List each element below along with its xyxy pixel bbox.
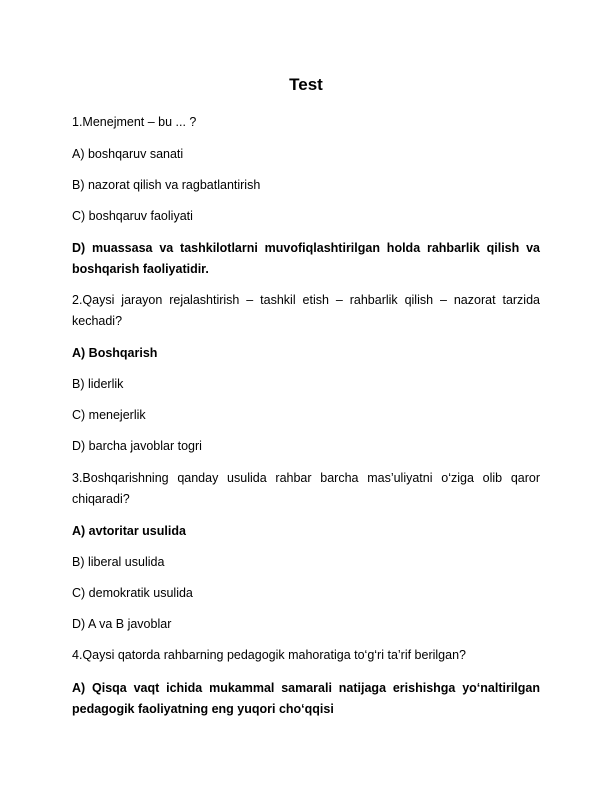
question-3-option-a-answer: A) avtoritar usulida [72,524,186,538]
question-2-option-d: D) barcha javoblar togri [72,439,202,453]
question-2: 2.Qaysi jarayon rejalashtirish – tashkil etish – rahbarlik qilish – nazorat tarzida kechadi? [72,293,540,328]
question-3-option-c: C) demokratik usulida [72,586,193,600]
question-3: 3.Boshqarishning qanday usulida rahbar barcha mas’uliyatni o‘ziga olib qaror chiqaradi? [72,471,540,506]
question-1: 1.Menejment – bu ... ? [72,115,197,129]
question-1-option-a: A) boshqaruv sanati [72,147,184,161]
question-4-option-a-answer: A) Qisqa vaqt ichida mukammal samarali natijaga erishishga yo‘naltirilgan pedagogik faoliyatning eng yuqori cho‘qqisi [72,681,540,716]
question-2-option-b: B) liderlik [72,377,124,391]
question-4: 4.Qaysi qatorda rahbarning pedagogik mahoratiga to‘g‘ri ta’rif berilgan? [72,648,466,662]
question-3-option-b: B) liberal usulida [72,555,165,569]
question-1-option-c: C) boshqaruv faoliyati [72,209,193,223]
document-title: Test [289,75,323,94]
question-3-option-d: D) A va B javoblar [72,617,172,631]
question-2-option-a-answer: A) Boshqarish [72,346,158,360]
question-1-option-d-answer: D) muassasa va tashkilotlarni muvofiqlashtirilgan holda rahbarlik qilish va boshqarish faoliyatidir. [72,241,540,276]
question-1-option-b: B) nazorat qilish va ragbatlantirish [72,178,261,192]
question-2-option-c: C) menejerlik [72,408,146,422]
